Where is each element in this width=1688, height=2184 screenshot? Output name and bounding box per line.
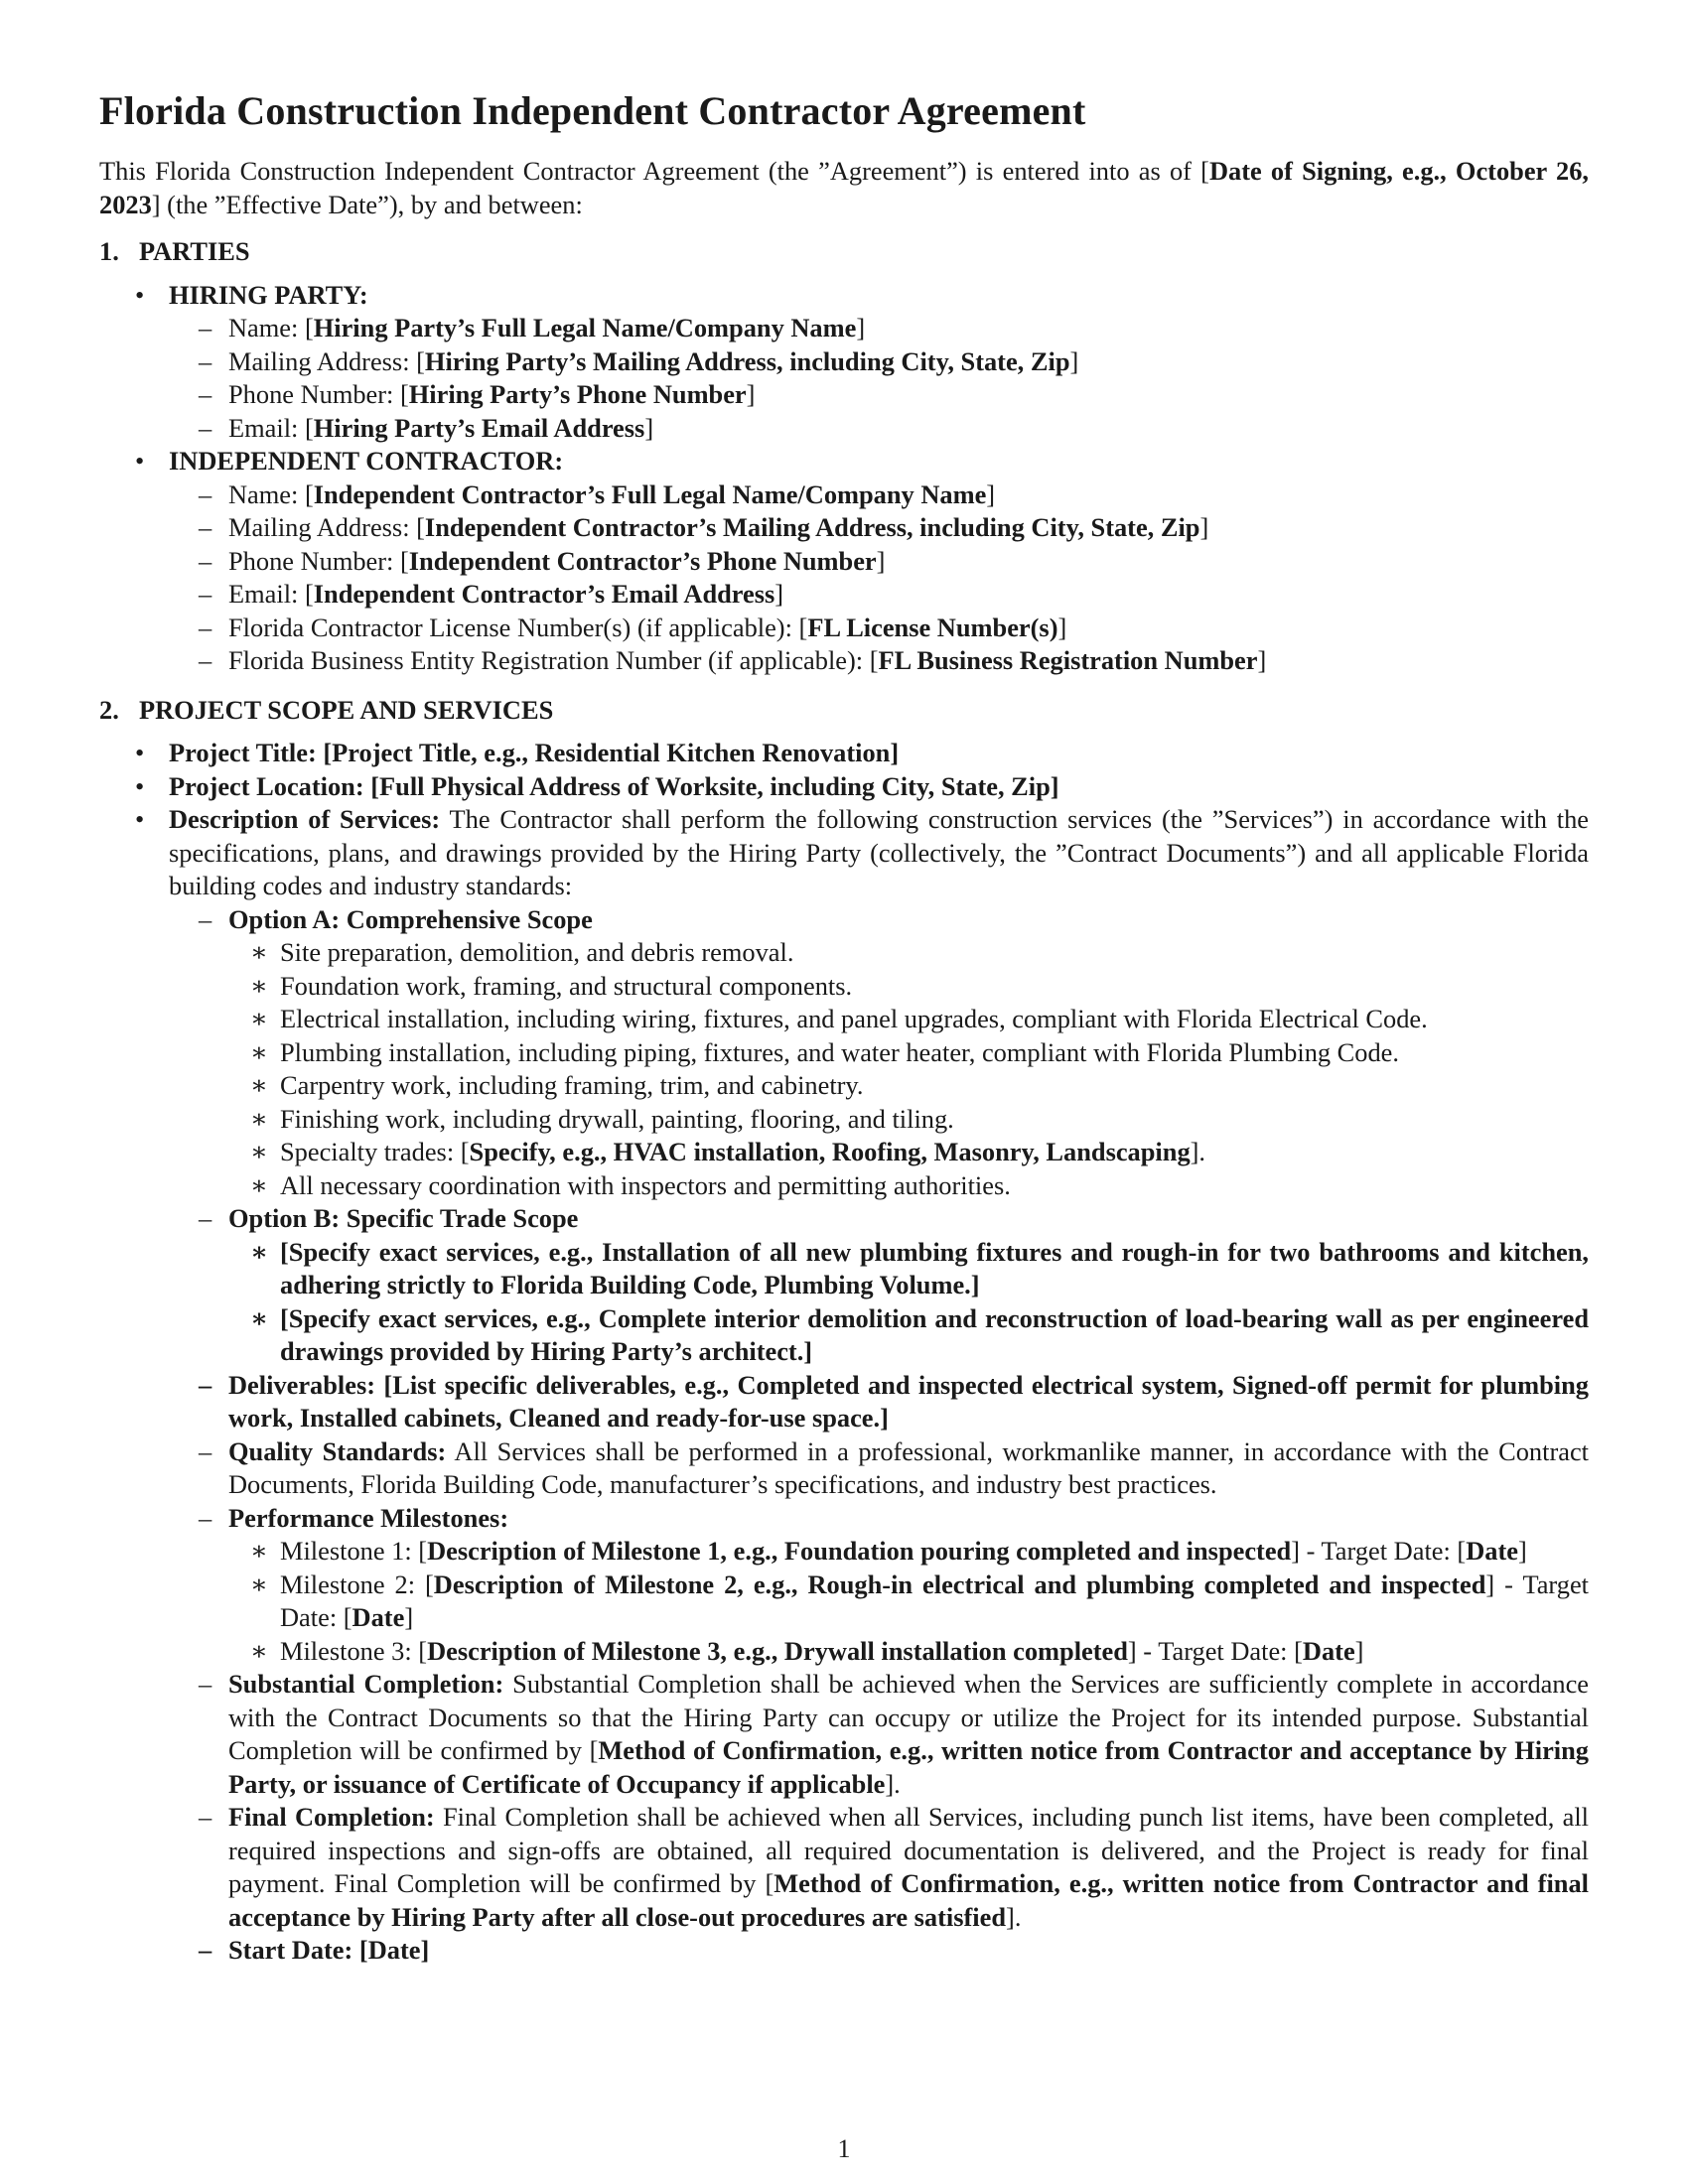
option-a-item: ∗ Carpentry work, including framing, trim, and cabinetry. [99, 1069, 1589, 1103]
contractor-address: – Mailing Address: [Independent Contractor’s Mailing Address, including City, State, Zip] [99, 511, 1589, 545]
deliverables: – Deliverables: [List specific deliverables, e.g., Completed and inspected electrical system, Signed-off permit for plumbing work, Installed cabinets, Cleaned and ready-for-use space.] [99, 1369, 1589, 1435]
project-location-item: • Project Location: [Full Physical Address of Worksite, including City, State, Zip] [99, 770, 1589, 804]
section-2-heading: 2. PROJECT SCOPE AND SERVICES [99, 694, 554, 725]
option-a-item: ∗ Finishing work, including drywall, painting, flooring, and tiling. [99, 1103, 1589, 1137]
option-a-specialty: ∗ Specialty trades: [Specify, e.g., HVAC installation, Roofing, Masonry, Landscaping]. [99, 1136, 1589, 1169]
option-a-item: ∗ Electrical installation, including wiring, fixtures, and panel upgrades, compliant with Florida Electrical Code. [99, 1003, 1589, 1036]
project-scope-list [99, 737, 1589, 1968]
contractor-email: – Email: [Independent Contractor’s Email Address] [99, 578, 1589, 612]
description-item: • Description of Services: The Contractor shall perform the following construction services (the ”Services”) in accordance with the specifications, plans, and drawings provided by the Hiring Party (collectively, the ”Contract Documents”) and all applicable Florida building codes and industry standards: – Option A: Comprehensive Scope ∗ Site preparation, demolition, and debris removal. ∗ Foundation work, framing, and structural components. ∗ Electrical installation, including wiring, fixtures, and panel upgrades, compliant with Florida Electrical Code. ∗ Plumbing installation, including piping, fixtures, and water heater, compliant with Florida Plumbing Code. ∗ Carpentry work, including framing, trim, and cabinetry. ∗ Finishing work, including drywall, painting, flooring, and tiling. ∗ Specialty trades: [Specify, e.g., HVAC installation, Roofing, Masonry, Landscaping]. ∗ All necessary coordination with inspectors and permitting authorities. – Option B: Specific Trade Scope ∗ [Specify exact services, e.g., Installation of all new plumbing fixtures and rough-in for two bathrooms and kitchen, adhering strictly to Florida Building Code, Plumbing Volume.] ∗ [Specify exact services, e.g., Complete interior demolition and reconstruction of load-bearing wall as per engineered drawings provided by Hiring Party’s architect.] – Deliverables: [List specific deliverables, e.g., Completed and inspected electrical system, Signed-off permit for plumbing work, Installed cabinets, Cleaned and ready-for-use space.] – Quality Standards: All Services shall be performed in a professional, workmanlike manner, in accordance with the Contract Documents, Florida Building Code, manufacturer’s specifications, and industry best practices. – Performance Milestones: ∗ Milestone 1: [Description of Milestone 1, e.g., Foundation pouring completed and inspected] - Target Date: [Date] ∗ Milestone 2: [Description of Milestone 2, e.g., Rough-in electrical and plumbing completed and inspected] - Target Date: [Date] ∗ Milestone 3: [Description of Milestone 3, e.g., Drywall installation completed] - Target Date: [Date] – Substantial Completion: Substantial Completion shall be achieved when the Services are sufficiently complete in accordance with the Contract Documents so that the Hiring Party can occupy or utilize the Project for its intended purpose. Substantial Completion will be confirmed by [Method of Confirmation, e.g., written notice from Contractor and acceptance by Hiring Party, or issuance of Certificate of Occupancy if applicable]. – Final Completion: Final Completion shall be achieved when all Services, including punch list items, have been completed, all required inspections and sign-offs are obtained, all required documentation is delivered, and the Project is ready for final payment. Final Completion will be confirmed by [Method of Confirmation, e.g., written notice from Contractor and final acceptance by Hiring Party after all close-out procedures are satisfied]. – Start Date: [Date] [99, 803, 1589, 1968]
contractor-name: – Name: [Independent Contractor’s Full Legal Name/Company Name] [99, 478, 1589, 512]
performance-milestones: – Performance Milestones: ∗ Milestone 1: [Description of Milestone 1, e.g., Foundation pouring completed and inspected] - Target Date: [Date] ∗ Milestone 2: [Description of Milestone 2, e.g., Rough-in electrical and plumbing completed and inspected] - Target Date: [Date] ∗ Milestone 3: [Description of Milestone 3, e.g., Drywall installation completed] - Target Date: [Date] [99, 1502, 1589, 1669]
option-a-item: ∗ Plumbing installation, including piping, fixtures, and water heater, compliant with Florida Plumbing Code. [99, 1036, 1589, 1070]
start-date: – Start Date: [Date] [99, 1934, 1589, 1968]
document-page [99, 87, 1589, 1968]
section-1-heading: 1. PARTIES [99, 236, 250, 266]
milestone-2: ∗ Milestone 2: [Description of Milestone 2, e.g., Rough-in electrical and plumbing completed and inspected] - Target Date: [Date] [99, 1569, 1589, 1635]
contractor-license: – Florida Contractor License Number(s) (if applicable): [FL License Number(s)] [99, 612, 1589, 645]
hiring-party-address: – Mailing Address: [Hiring Party’s Mailing Address, including City, State, Zip] [99, 345, 1589, 379]
quality-standards: – Quality Standards: All Services shall be performed in a professional, workmanlike manner, in accordance with the Contract Documents, Florida Building Code, manufacturer’s specifications, and industry best practices. [99, 1435, 1589, 1502]
hiring-party-email: – Email: [Hiring Party’s Email Address] [99, 412, 1589, 446]
option-b-item: ∗ [Specify exact services, e.g., Complete interior demolition and reconstruction of load-bearing wall as per engineered drawings provided by Hiring Party’s architect.] [99, 1302, 1589, 1369]
option-b: – Option B: Specific Trade Scope ∗ [Specify exact services, e.g., Installation of all new plumbing fixtures and rough-in for two bathrooms and kitchen, adhering strictly to Florida Building Code, Plumbing Volume.] ∗ [Specify exact services, e.g., Complete interior demolition and reconstruction of load-bearing wall as per engineered drawings provided by Hiring Party’s architect.] [99, 1202, 1589, 1369]
hiring-party-item: • HIRING PARTY: – Name: [Hiring Party’s Full Legal Name/Company Name] – Mailing Address: [Hiring Party’s Mailing Address, including City, State, Zip] – Phone Number: [Hiring Party’s Phone Number] – Email: [Hiring Party’s Email Address] [99, 279, 1589, 446]
option-a-item: ∗ All necessary coordination with inspectors and permitting authorities. [99, 1169, 1589, 1203]
final-completion: – Final Completion: Final Completion shall be achieved when all Services, including punch list items, have been completed, all required inspections and sign-offs are obtained, all required documentation is delivered, and the Project is ready for final payment. Final Completion will be confirmed by [Method of Confirmation, e.g., written notice from Contractor and final acceptance by Hiring Party after all close-out procedures are satisfied]. [99, 1801, 1589, 1934]
hiring-party-name: – Name: [Hiring Party’s Full Legal Name/Company Name] [99, 312, 1589, 345]
option-b-item: ∗ [Specify exact services, e.g., Installation of all new plumbing fixtures and rough-in for two bathrooms and kitchen, adhering strictly to Florida Building Code, Plumbing Volume.] [99, 1236, 1589, 1302]
page-number: 1 [837, 2134, 851, 2163]
contractor-phone: – Phone Number: [Independent Contractor’s Phone Number] [99, 545, 1589, 579]
milestone-3: ∗ Milestone 3: [Description of Milestone 3, e.g., Drywall installation completed] - Target Date: [Date] [99, 1635, 1589, 1669]
intro-paragraph: This Florida Construction Independent Contractor Agreement (the ”Agreement”) is entered into as of [Date of Signing, e.g., October 26, 2023] (the ”Effective Date”), by and between: [99, 156, 1589, 219]
project-title-item: • Project Title: [Project Title, e.g., Residential Kitchen Renovation] [99, 737, 1589, 770]
document-title: Florida Construction Independent Contractor Agreement [99, 88, 1086, 133]
contractor-item: • INDEPENDENT CONTRACTOR: – Name: [Independent Contractor’s Full Legal Name/Company Name] – Mailing Address: [Independent Contractor’s Mailing Address, including City, State, Zip] – Phone Number: [Independent Contractor’s Phone Number] – Email: [Independent Contractor’s Email Address] – Florida Contractor License Number(s) (if applicable): [FL License Number(s)] – Florida Business Entity Registration Number (if applicable): [FL Business Registration Number] [99, 445, 1589, 678]
option-a-item: ∗ Site preparation, demolition, and debris removal. [99, 936, 1589, 970]
substantial-completion: – Substantial Completion: Substantial Completion shall be achieved when the Services are sufficiently complete in accordance with the Contract Documents so that the Hiring Party can occupy or utilize the Project for its intended purpose. Substantial Completion will be confirmed by [Method of Confirmation, e.g., written notice from Contractor and acceptance by Hiring Party, or issuance of Certificate of Occupancy if applicable]. [99, 1668, 1589, 1801]
milestone-1: ∗ Milestone 1: [Description of Milestone 1, e.g., Foundation pouring completed and inspected] - Target Date: [Date] [99, 1535, 1589, 1569]
option-a-item: ∗ Foundation work, framing, and structural components. [99, 970, 1589, 1004]
hiring-party-phone: – Phone Number: [Hiring Party’s Phone Number] [99, 378, 1589, 412]
contractor-registration: – Florida Business Entity Registration Number (if applicable): [FL Business Registration Number] [99, 644, 1589, 678]
parties-list [99, 279, 1589, 678]
option-a: – Option A: Comprehensive Scope ∗ Site preparation, demolition, and debris removal. ∗ Foundation work, framing, and structural components. ∗ Electrical installation, including wiring, fixtures, and panel upgrades, compliant with Florida Electrical Code. ∗ Plumbing installation, including piping, fixtures, and water heater, compliant with Florida Plumbing Code. ∗ Carpentry work, including framing, trim, and cabinetry. ∗ Finishing work, including drywall, painting, flooring, and tiling. ∗ Specialty trades: [Specify, e.g., HVAC installation, Roofing, Masonry, Landscaping]. ∗ All necessary coordination with inspectors and permitting authorities. [99, 903, 1589, 1203]
